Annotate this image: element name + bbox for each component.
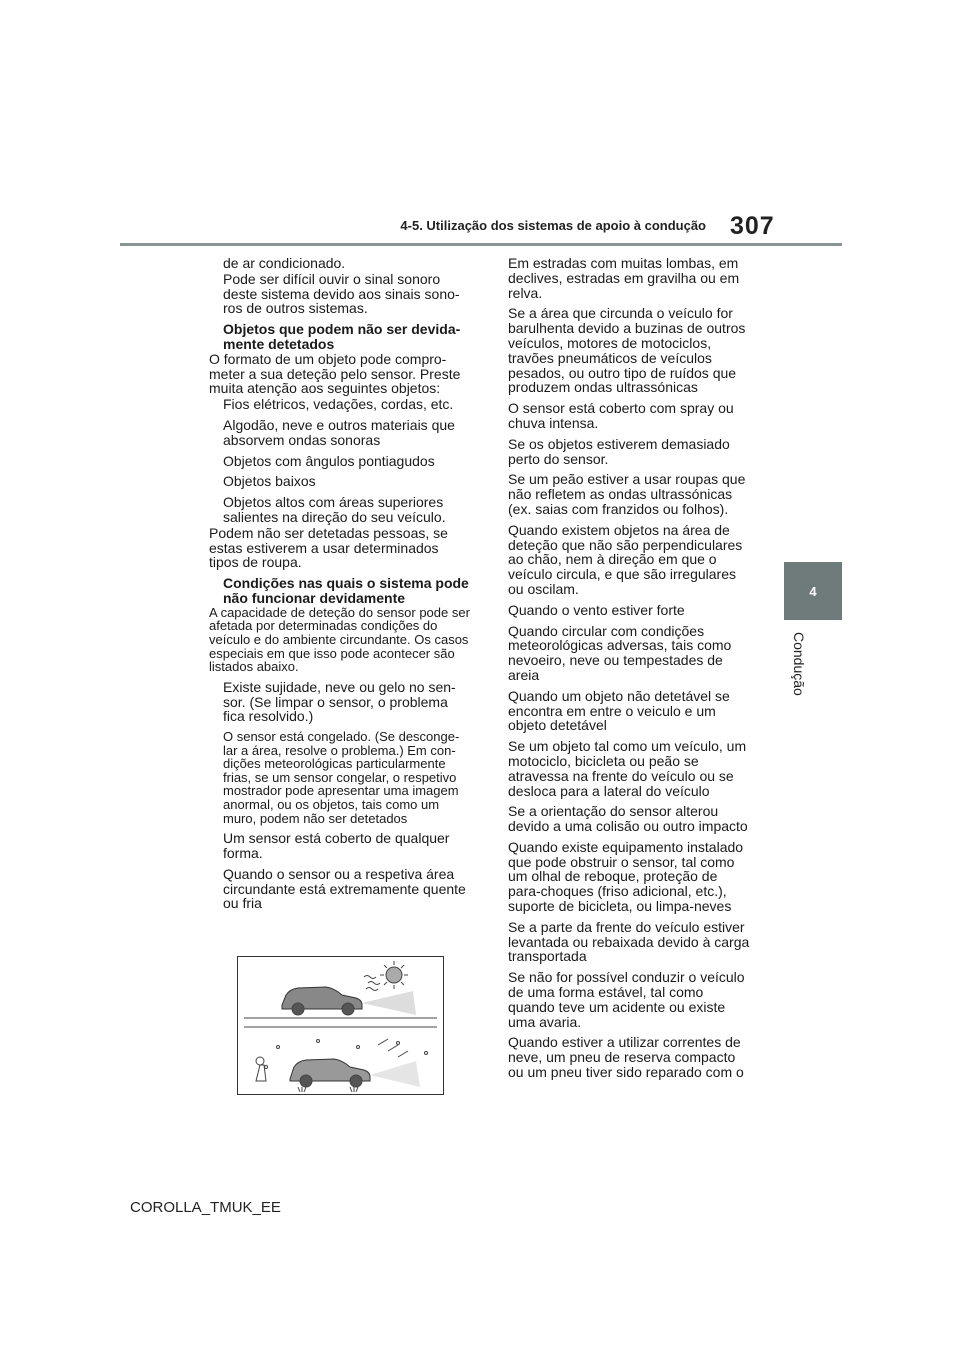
list-item: Quando um objeto não detetável se encontra em entre o veiculo e um objeto detetável [508,687,730,734]
list-item: Se a orientação do sensor alterou devido a uma colisão ou outro impacto [508,803,748,835]
list-item: Se não for possível conduzir o veículo de uma forma estável, tal como quando teve um acidente ou existe uma avaria. [508,969,745,1030]
paragraph: Pode ser difícil ouvir o sinal sonoro deste sistema devido aos sinais sono-ros de outros sistemas. [223,270,460,317]
right-column [508,256,752,1086]
list-item: Se a parte da frente do veículo estiver levantada ou rebaixada devido à carga transportada [508,918,750,965]
paragraph: Podem não ser detetadas pessoas, se estas estiverem a usar determinados tipos de roupa. [209,524,448,571]
illustration-car-weather [237,956,444,1095]
list-item: Se a área que circunda o veículo for barulhenta devido a buzinas de outros veículos, motores de motociclos, travões pneumáticos de veículos pesados, ou outro tipo de ruídos que produzem ondas ultrassónicas [508,305,746,396]
subheading: Condições nas quais o sistema pode não funcionar devidamente [223,575,469,606]
paragraph: de ar condicionado. [223,255,346,271]
list-item: Algodão, neve e outros materiais que absorvem ondas sonoras [223,416,455,448]
footer-model-code: COROLLA_TMUK_EE [130,1199,281,1216]
paragraph: A capacidade de deteção do sensor pode ser afetada por determinadas condições do veículo e do ambiente circundante. Os casos especiais em que isso pode acontecer são listados abaixo. [209,604,470,675]
list-item: Objetos baixos [223,473,316,490]
chapter-label: Condução [791,632,807,696]
list-item: Existe sujidade, neve ou gelo no sen-sor. (Se limpar o sensor, o problema fica resolvido.) [223,678,456,725]
list-item: Objetos altos com áreas superiores salientes na direção do seu veículo. [223,494,446,525]
list-item: O sensor está congelado. (Se desconge-lar a área, resolve o problema.) Em con-dições meteorológicas particularmente frias, se um sensor congelar, o respetivo mostrador pode apresentar uma imagem anormal, ou os objetos, tais como um muro, podem não ser detetados [223,729,460,826]
list-item: Objetos com ângulos pontiagudos [223,452,435,469]
list-item: Se um objeto tal como um veículo, um motociclo, bicicleta ou peão se atravessa na frente do veículo ou se desloca para a lateral do veículo [508,738,747,799]
list-item: Quando o vento estiver forte [508,601,685,618]
list-item: Se um peão estiver a usar roupas que não refletem as ondas ultrassónicas (ex. saias com franzidos ou folhos). [508,471,746,517]
list-item: Quando estiver a utilizar correntes de neve, um pneu de reserva compacto ou um pneu tiver sido reparado com o [508,1034,744,1081]
list-item: Quando existem objetos na área de deteção que não são perpendiculares ao chão, nem à direção em que o veículo circula, e que são irregulares ou oscilam. [508,521,743,597]
page-number: 307 [730,212,775,240]
chapter-tab [784,562,842,620]
subheading: Objetos que podem não ser devida-mente detetados [223,321,461,352]
section-title: 4-5. Utilização dos sistemas de apoio à condução [400,218,706,233]
list-item: O sensor está coberto com spray ou chuva intensa. [508,400,734,431]
paragraph: O formato de um objeto pode compro-meter a sua deteção pelo sensor. Preste muita atenção aos seguintes objetos: [209,350,461,397]
header-divider [120,243,842,246]
list-item: Quando o sensor ou a respetiva área circundante está extremamente quente ou fria [223,865,466,912]
list-item: Quando existe equipamento instalado que pode obstruir o sensor, tal como um olhal de reboque, proteção de para-choques (friso adicional, etc.), suporte de bicicleta, ou limpa-neves [508,838,744,915]
list-item: Fios elétricos, vedações, cordas, etc. [223,396,454,413]
left-column [209,256,471,917]
list-item: Se os objetos estiverem demasiado perto do sensor. [508,435,730,467]
list-item: Quando circular com condições meteorológicas adversas, tais como nevoeiro, neve ou tempestades de areia [508,622,732,683]
list-item: Um sensor está coberto de qualquer forma. [223,830,450,862]
illustration-svg [238,957,443,1094]
list-item: Em estradas com muitas lombas, em declives, estradas em gravilha ou em relva. [508,255,740,301]
chapter-number: 4 [809,583,817,599]
